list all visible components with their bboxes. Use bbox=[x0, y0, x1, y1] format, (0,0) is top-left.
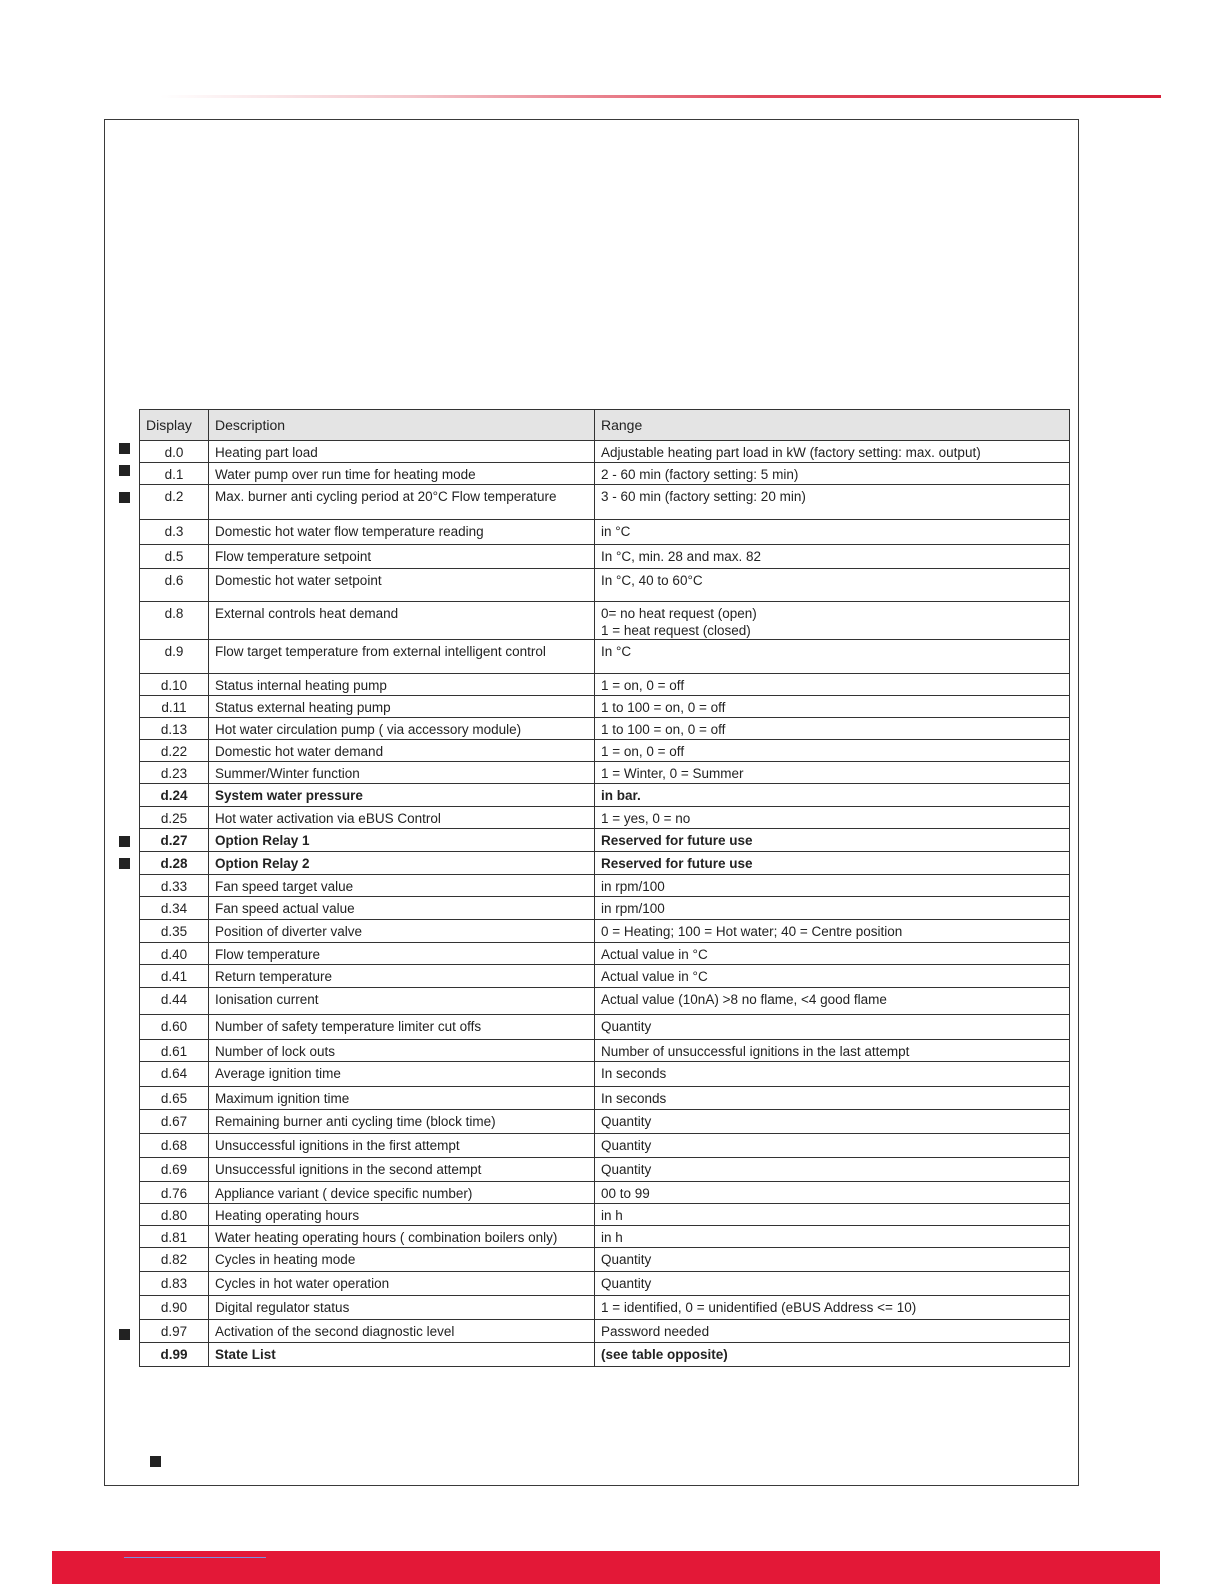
description-cell: Summer/Winter function bbox=[209, 762, 595, 784]
legend-marker-square bbox=[150, 1456, 161, 1467]
code-cell: d.2 bbox=[140, 485, 209, 520]
description-cell: Number of safety temperature limiter cut offs bbox=[209, 1015, 595, 1040]
code-cell: d.67 bbox=[140, 1110, 209, 1134]
code-cell: d.61 bbox=[140, 1040, 209, 1062]
description-cell: Unsuccessful ignitions in the second attempt bbox=[209, 1158, 595, 1182]
code-cell: d.41 bbox=[140, 965, 209, 988]
range-cell: in rpm/100 bbox=[595, 875, 1070, 897]
table-row bbox=[140, 1040, 1070, 1062]
code-cell: d.24 bbox=[140, 784, 209, 807]
description-cell: Remaining burner anti cycling time (block time) bbox=[209, 1110, 595, 1134]
header-accent-rule bbox=[160, 95, 1161, 98]
code-cell: d.83 bbox=[140, 1272, 209, 1296]
code-cell: d.33 bbox=[140, 875, 209, 897]
code-cell: d.3 bbox=[140, 520, 209, 545]
diagnostic-codes-table bbox=[139, 409, 1070, 1367]
table-row bbox=[140, 829, 1070, 852]
description-cell: Flow temperature setpoint bbox=[209, 545, 595, 569]
range-cell: 2 - 60 min (factory setting: 5 min) bbox=[595, 463, 1070, 485]
code-cell: d.81 bbox=[140, 1226, 209, 1248]
table-row bbox=[140, 762, 1070, 784]
description-cell: Max. burner anti cycling period at 20°C Flow temperature bbox=[209, 485, 595, 520]
range-cell: in bar. bbox=[595, 784, 1070, 807]
description-cell: Hot water circulation pump ( via accessory module) bbox=[209, 718, 595, 740]
code-cell: d.60 bbox=[140, 1015, 209, 1040]
code-cell: d.9 bbox=[140, 640, 209, 674]
range-cell: Quantity bbox=[595, 1272, 1070, 1296]
table-row bbox=[140, 441, 1070, 463]
range-cell: In seconds bbox=[595, 1062, 1070, 1087]
column-header-range: Range bbox=[595, 410, 1070, 441]
description-cell: Maximum ignition time bbox=[209, 1087, 595, 1110]
range-cell: Reserved for future use bbox=[595, 852, 1070, 875]
description-cell: Average ignition time bbox=[209, 1062, 595, 1087]
table-header-row bbox=[140, 410, 1070, 441]
range-cell: In seconds bbox=[595, 1087, 1070, 1110]
table-row bbox=[140, 807, 1070, 829]
table-row bbox=[140, 1226, 1070, 1248]
table-row bbox=[140, 520, 1070, 545]
description-cell: External controls heat demand bbox=[209, 602, 595, 640]
table-row bbox=[140, 1320, 1070, 1343]
code-cell: d.99 bbox=[140, 1343, 209, 1367]
range-cell: (see table opposite) bbox=[595, 1343, 1070, 1367]
table-row bbox=[140, 1015, 1070, 1040]
description-cell: Domestic hot water demand bbox=[209, 740, 595, 762]
range-cell: 3 - 60 min (factory setting: 20 min) bbox=[595, 485, 1070, 520]
table-row bbox=[140, 718, 1070, 740]
code-cell: d.90 bbox=[140, 1296, 209, 1320]
table-row bbox=[140, 852, 1070, 875]
range-cell: 1 = yes, 0 = no bbox=[595, 807, 1070, 829]
code-cell: d.40 bbox=[140, 943, 209, 965]
table-row bbox=[140, 740, 1070, 762]
range-cell: in rpm/100 bbox=[595, 897, 1070, 920]
code-cell: d.69 bbox=[140, 1158, 209, 1182]
table-row bbox=[140, 1087, 1070, 1110]
table-row bbox=[140, 943, 1070, 965]
description-cell: Digital regulator status bbox=[209, 1296, 595, 1320]
description-cell: Heating part load bbox=[209, 441, 595, 463]
change-marker-square bbox=[119, 858, 130, 869]
code-cell: d.65 bbox=[140, 1087, 209, 1110]
code-cell: d.13 bbox=[140, 718, 209, 740]
range-cell: Quantity bbox=[595, 1158, 1070, 1182]
code-cell: d.1 bbox=[140, 463, 209, 485]
table-row bbox=[140, 485, 1070, 520]
description-cell: Option Relay 1 bbox=[209, 829, 595, 852]
description-cell: Unsuccessful ignitions in the first attempt bbox=[209, 1134, 595, 1158]
description-cell: Water heating operating hours ( combination boilers only) bbox=[209, 1226, 595, 1248]
table-row bbox=[140, 602, 1070, 640]
range-cell: Quantity bbox=[595, 1015, 1070, 1040]
table-row bbox=[140, 1062, 1070, 1087]
description-cell: Cycles in heating mode bbox=[209, 1248, 595, 1272]
code-cell: d.97 bbox=[140, 1320, 209, 1343]
code-cell: d.25 bbox=[140, 807, 209, 829]
code-cell: d.10 bbox=[140, 674, 209, 696]
table-row bbox=[140, 965, 1070, 988]
code-cell: d.28 bbox=[140, 852, 209, 875]
description-cell: Fan speed actual value bbox=[209, 897, 595, 920]
range-cell: Actual value in °C bbox=[595, 965, 1070, 988]
description-cell: Return temperature bbox=[209, 965, 595, 988]
range-cell: 1 to 100 = on, 0 = off bbox=[595, 696, 1070, 718]
code-cell: d.0 bbox=[140, 441, 209, 463]
description-cell: Heating operating hours bbox=[209, 1204, 595, 1226]
code-cell: d.22 bbox=[140, 740, 209, 762]
range-cell: 1 = identified, 0 = unidentified (eBUS Address <= 10) bbox=[595, 1296, 1070, 1320]
table-row bbox=[140, 1134, 1070, 1158]
range-cell: Quantity bbox=[595, 1134, 1070, 1158]
range-cell: 1 = on, 0 = off bbox=[595, 674, 1070, 696]
range-cell: Number of unsuccessful ignitions in the last attempt bbox=[595, 1040, 1070, 1062]
change-marker-square bbox=[119, 836, 130, 847]
description-cell: Flow target temperature from external intelligent control bbox=[209, 640, 595, 674]
range-cell: 1 = Winter, 0 = Summer bbox=[595, 762, 1070, 784]
code-cell: d.11 bbox=[140, 696, 209, 718]
change-marker-square bbox=[119, 492, 130, 503]
range-cell: Adjustable heating part load in kW (factory setting: max. output) bbox=[595, 441, 1070, 463]
table-row bbox=[140, 1158, 1070, 1182]
code-cell: d.82 bbox=[140, 1248, 209, 1272]
table-row bbox=[140, 569, 1070, 602]
code-cell: d.68 bbox=[140, 1134, 209, 1158]
change-marker-square bbox=[119, 465, 130, 476]
description-cell: Ionisation current bbox=[209, 988, 595, 1015]
table-row bbox=[140, 674, 1070, 696]
description-cell: Appliance variant ( device specific number) bbox=[209, 1182, 595, 1204]
table-row bbox=[140, 1272, 1070, 1296]
description-cell: Hot water activation via eBUS Control bbox=[209, 807, 595, 829]
description-cell: Option Relay 2 bbox=[209, 852, 595, 875]
range-cell: 1 to 100 = on, 0 = off bbox=[595, 718, 1070, 740]
description-cell: Flow temperature bbox=[209, 943, 595, 965]
description-cell: Fan speed target value bbox=[209, 875, 595, 897]
description-cell: System water pressure bbox=[209, 784, 595, 807]
table-row bbox=[140, 875, 1070, 897]
code-cell: d.80 bbox=[140, 1204, 209, 1226]
code-cell: d.35 bbox=[140, 920, 209, 943]
range-cell: 0= no heat request (open) 1 = heat request (closed) bbox=[595, 602, 1070, 640]
description-cell: Water pump over run time for heating mode bbox=[209, 463, 595, 485]
range-cell: in h bbox=[595, 1204, 1070, 1226]
description-cell: Position of diverter valve bbox=[209, 920, 595, 943]
range-cell: in h bbox=[595, 1226, 1070, 1248]
table-row bbox=[140, 545, 1070, 569]
change-marker-square bbox=[119, 1329, 130, 1340]
table-row bbox=[140, 920, 1070, 943]
description-cell: Number of lock outs bbox=[209, 1040, 595, 1062]
table-row bbox=[140, 640, 1070, 674]
description-cell: Domestic hot water setpoint bbox=[209, 569, 595, 602]
range-cell: In °C, min. 28 and max. 82 bbox=[595, 545, 1070, 569]
column-header-description: Description bbox=[209, 410, 595, 441]
code-cell: d.5 bbox=[140, 545, 209, 569]
code-cell: d.8 bbox=[140, 602, 209, 640]
table-row bbox=[140, 988, 1070, 1015]
code-cell: d.23 bbox=[140, 762, 209, 784]
range-cell: 00 to 99 bbox=[595, 1182, 1070, 1204]
table-row bbox=[140, 1204, 1070, 1226]
description-cell: State List bbox=[209, 1343, 595, 1367]
table-row bbox=[140, 1182, 1070, 1204]
range-cell: 1 = on, 0 = off bbox=[595, 740, 1070, 762]
range-cell: Quantity bbox=[595, 1110, 1070, 1134]
description-cell: Status external heating pump bbox=[209, 696, 595, 718]
range-cell: Actual value in °C bbox=[595, 943, 1070, 965]
table-row bbox=[140, 463, 1070, 485]
description-cell: Activation of the second diagnostic level bbox=[209, 1320, 595, 1343]
table-row bbox=[140, 1296, 1070, 1320]
range-cell: 0 = Heating; 100 = Hot water; 40 = Centre position bbox=[595, 920, 1070, 943]
table-body bbox=[140, 441, 1070, 1367]
range-cell: Actual value (10nA) >8 no flame, <4 good flame bbox=[595, 988, 1070, 1015]
table-row bbox=[140, 696, 1070, 718]
range-cell: Password needed bbox=[595, 1320, 1070, 1343]
change-marker-square bbox=[119, 443, 130, 454]
code-cell: d.6 bbox=[140, 569, 209, 602]
description-cell: Cycles in hot water operation bbox=[209, 1272, 595, 1296]
code-cell: d.76 bbox=[140, 1182, 209, 1204]
column-header-display: Display bbox=[140, 410, 209, 441]
footer-accent-bar bbox=[52, 1551, 1160, 1584]
range-cell: in °C bbox=[595, 520, 1070, 545]
description-cell: Domestic hot water flow temperature reading bbox=[209, 520, 595, 545]
table-row bbox=[140, 1110, 1070, 1134]
code-cell: d.64 bbox=[140, 1062, 209, 1087]
description-cell: Status internal heating pump bbox=[209, 674, 595, 696]
range-cell: In °C bbox=[595, 640, 1070, 674]
table-row bbox=[140, 784, 1070, 807]
table-row bbox=[140, 897, 1070, 920]
code-cell: d.27 bbox=[140, 829, 209, 852]
footer-link-underline bbox=[124, 1557, 266, 1558]
code-cell: d.44 bbox=[140, 988, 209, 1015]
table-row bbox=[140, 1343, 1070, 1367]
range-cell: Quantity bbox=[595, 1248, 1070, 1272]
code-cell: d.34 bbox=[140, 897, 209, 920]
range-cell: Reserved for future use bbox=[595, 829, 1070, 852]
range-cell: In °C, 40 to 60°C bbox=[595, 569, 1070, 602]
table-row bbox=[140, 1248, 1070, 1272]
